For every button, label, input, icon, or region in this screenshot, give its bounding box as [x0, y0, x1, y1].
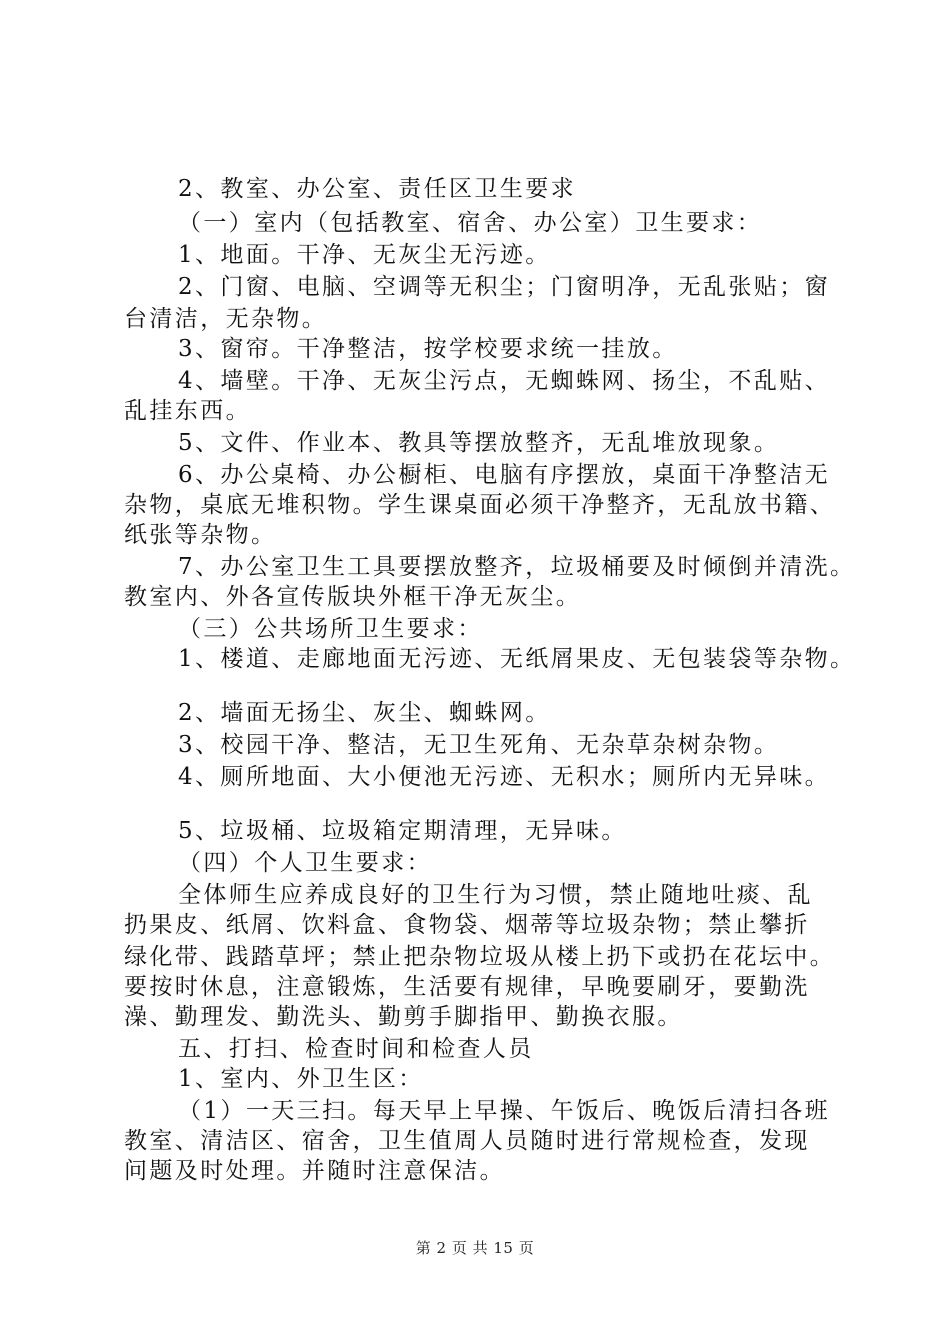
text-line: 1、楼道、走廊地面无污迹、无纸屑果皮、无包装袋等杂物。	[178, 646, 856, 672]
text-line: 2、墙面无扬尘、灰尘、蜘蛛网。	[178, 700, 551, 726]
text-line: 2、教室、办公室、责任区卫生要求	[178, 176, 577, 202]
text-line: 4、厕所地面、大小便池无污迹、无积水；厕所内无异味。	[178, 764, 831, 790]
text-line: 绿化带、践踏草坪；禁止把杂物垃圾从楼上扔下或扔在花坛中。	[124, 944, 836, 970]
text-line: 6、办公桌椅、办公橱柜、电脑有序摆放，桌面干净整洁无	[178, 462, 831, 488]
text-line: （四）个人卫生要求：	[178, 850, 432, 876]
text-line: （三）公共场所卫生要求：	[178, 616, 483, 642]
text-line: 扔果皮、纸屑、饮料盒、食物袋、烟蒂等垃圾杂物；禁止攀折	[124, 912, 810, 938]
text-line: 乱挂东西。	[124, 398, 251, 424]
page-number-footer: 第 2 页 共 15 页	[415, 1239, 535, 1257]
text-line: 问题及时处理。并随时注意保洁。	[124, 1158, 505, 1184]
text-line: 纸张等杂物。	[124, 522, 277, 548]
text-line: 4、墙壁。干净、无灰尘污点，无蜘蛛网、扬尘，不乱贴、	[178, 368, 831, 394]
text-line: 3、校园干净、整洁，无卫生死角、无杂草杂树杂物。	[178, 732, 780, 758]
text-line: 杂物，桌底无堆积物。学生课桌面必须干净整齐，无乱放书籍、	[124, 492, 836, 518]
text-line: 五、打扫、检查时间和检查人员	[178, 1036, 534, 1062]
text-line: 7、办公室卫生工具要摆放整齐，垃圾桶要及时倾倒并清洗。	[178, 554, 856, 580]
text-line: 教室、清洁区、宿舍，卫生值周人员随时进行常规检查，发现	[124, 1128, 810, 1154]
text-line: 5、垃圾桶、垃圾箱定期清理，无异味。	[178, 818, 627, 844]
text-line: 5、文件、作业本、教具等摆放整齐，无乱堆放现象。	[178, 430, 780, 456]
text-line: 1、室内、外卫生区：	[178, 1066, 424, 1092]
text-line: 要按时休息，注意锻炼，生活要有规律，早晚要刷牙，要勤洗	[124, 974, 810, 1000]
text-line: 1、地面。干净、无灰尘无污迹。	[178, 242, 551, 268]
text-line: 台清洁，无杂物。	[124, 306, 328, 332]
text-line: 3、窗帘。干净整洁，按学校要求统一挂放。	[178, 336, 678, 362]
text-line: 2、门窗、电脑、空调等无积尘；门窗明净，无乱张贴；窗	[178, 274, 831, 300]
text-line: 教室内、外各宣传版块外框干净无灰尘。	[124, 584, 582, 610]
text-line: 澡、勤理发、勤洗头、勤剪手脚指甲、勤换衣服。	[124, 1004, 683, 1030]
text-line: （1）一天三扫。每天早上早操、午饭后、晚饭后清扫各班	[178, 1098, 831, 1124]
text-line: 全体师生应养成良好的卫生行为习惯，禁止随地吐痰、乱	[178, 882, 813, 908]
text-line: （一）室内（包括教室、宿舍、办公室）卫生要求：	[178, 210, 763, 236]
